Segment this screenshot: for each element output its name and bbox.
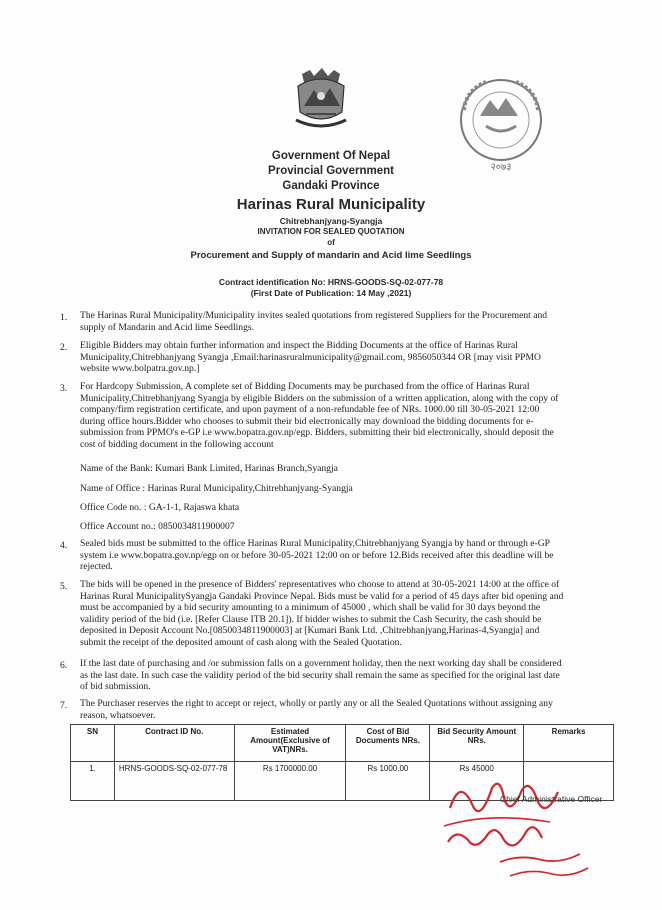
col-header-contract-id: Contract ID No. xyxy=(114,725,234,762)
account-office: Name of Office : Harinas Rural Municipality,Chitrebhanjyang-Syangja xyxy=(80,483,353,494)
header-location: Chitrebhanjyang-Syangja xyxy=(279,216,383,226)
cell-bid-doc-cost: Rs 1000.00 xyxy=(346,762,430,801)
notice-of: of xyxy=(327,238,335,247)
signature-caption: Chief Administrative Officer xyxy=(500,794,603,804)
header-office-name: Harinas Rural Municipality xyxy=(236,196,426,213)
item-5-text: The bids will be opened in the presence of Bidders' representatives who choose to attend at 30-05-2021 14:00 at the office of Harinas Rural MunicipalitySyangja Gandaki Province Nepal. Bids must be valid for a period of 45 days after bid opening and must be accompanied by a bid security amounting to a minimum of 45000 , which shall be valid for 30 days beyond the validity period of the bid (i.e. [Refer Clause ITB 20.1]). If bidder wishes to submit the Cash Security, the cash should be deposited in Deposit Account No.[0850034811900003] at [Kumari Bank Ltd. ,Chitrebhanjyang,Harinas-4,Syangja] and submit the receipt of the deposited amount of cash along with the Sealed Quotation. xyxy=(80,579,564,648)
col-header-bid-doc-cost: Cost of Bid Documents NRs. xyxy=(346,725,430,762)
table-header-row xyxy=(71,725,614,762)
header-government: Government Of Nepal xyxy=(271,150,391,162)
seal-year: २०७३ xyxy=(490,162,512,173)
contract-id: Contract identification No: HRNS-GOODS-SQ-02-077-78 xyxy=(218,277,444,287)
col-header-bid-security: Bid Security Amount NRs. xyxy=(430,725,524,762)
col-header-estimated-amount: Estimated Amount(Exclusive of VAT)NRs. xyxy=(234,725,346,762)
signature-stamp-icon xyxy=(430,768,603,888)
item-1-text: The Harinas Rural Municipality/Municipality invites sealed quotations from registered Suppliers for the Procurement and supply of Mandarin and Acid lime Seedlings. xyxy=(80,310,548,333)
item-number: 3. xyxy=(60,383,68,394)
cell-contract-id: HRNS-GOODS-SQ-02-077-78 xyxy=(114,762,234,801)
header-province: Gandaki Province xyxy=(282,180,380,192)
account-number: Office Account no.: 0850034811900007 xyxy=(80,521,235,532)
account-code: Office Code no. : GA-1-1, Rajaswa khata xyxy=(80,502,240,513)
item-number: 4. xyxy=(60,540,68,551)
item-2-text: Eligible Bidders may obtain further information and inspect the Bidding Documents at the office of Harinas Rural Municipality,Chitrebhanjyang Syangja ,Email:harinasruralmunicipality@gmail.com, 9856050344 OR [may visit PPMO website www.bolpatra.gov.np.] xyxy=(80,340,541,375)
item-number: 6. xyxy=(60,660,68,671)
cell-sn: 1. xyxy=(71,762,115,801)
item-number: 5. xyxy=(60,581,68,592)
notice-type: INVITATION FOR SEALED QUOTATION xyxy=(257,227,405,236)
item-number: 2. xyxy=(60,342,68,353)
notice-subject: Procurement and Supply of mandarin and Acid lime Seedlings xyxy=(190,250,472,261)
account-bank: Name of the Bank: Kumari Bank Limited, Harinas Branch,Syangja xyxy=(80,463,338,474)
item-7-text: The Purchaser reserves the right to accept or reject, wholly or partly any or all the Sealed Quotations without assigning any reason, whatsoever. xyxy=(80,698,553,721)
item-number: 7. xyxy=(60,700,68,711)
item-3-text: For Hardcopy Submission, A complete set of Bidding Documents may be purchased from the office of Harinas Rural Municipality,Chitrebhanjyang Syangja by eligible Bidders on the submission of a written application, along with the copy of company/firm registration certificate, and upon payment of a non-refundable fee of NRs. 1000.00 till 30-05-2021 12:00 during office hours.Bidder who chooses to submit their bid electronically may download the bidding documents for e- submission from PPMO's e-GP i.e www.bopatra.gov.np/egp. Bidders, submitting their bid electronically, should deposit the cost of bidding document in the following account xyxy=(80,381,559,450)
cell-bid-security: Rs 45000 xyxy=(430,762,524,801)
item-number: 1. xyxy=(60,312,68,323)
col-header-sn: SN xyxy=(71,725,115,762)
cell-estimated-amount: Rs 1700000.00 xyxy=(234,762,346,801)
col-header-remarks: Remarks xyxy=(524,725,614,762)
item-4-text: Sealed bids must be submitted to the office Harinas Rural Municipality,Chitrebhanjyang Syangja by hand or through e-GP system i.e www.bopatra.gov.np/egp on or before 30-05-2021 12:00 on or before 12.Bids received after this deadline will be rejected. xyxy=(80,538,554,573)
municipality-seal-icon xyxy=(446,70,556,180)
publication-date: (First Date of Publication: 14 May ,2021) xyxy=(250,288,412,298)
nepal-emblem-icon xyxy=(292,66,350,134)
header-provincial: Provincial Government xyxy=(268,165,394,177)
item-6-text: If the last date of purchasing and /or submission falls on a government holiday, then the next working day shall be considered as the last date. In such case the validity period of the bid security shall remain the same as specified for the original last date of bid submission. xyxy=(80,658,562,693)
